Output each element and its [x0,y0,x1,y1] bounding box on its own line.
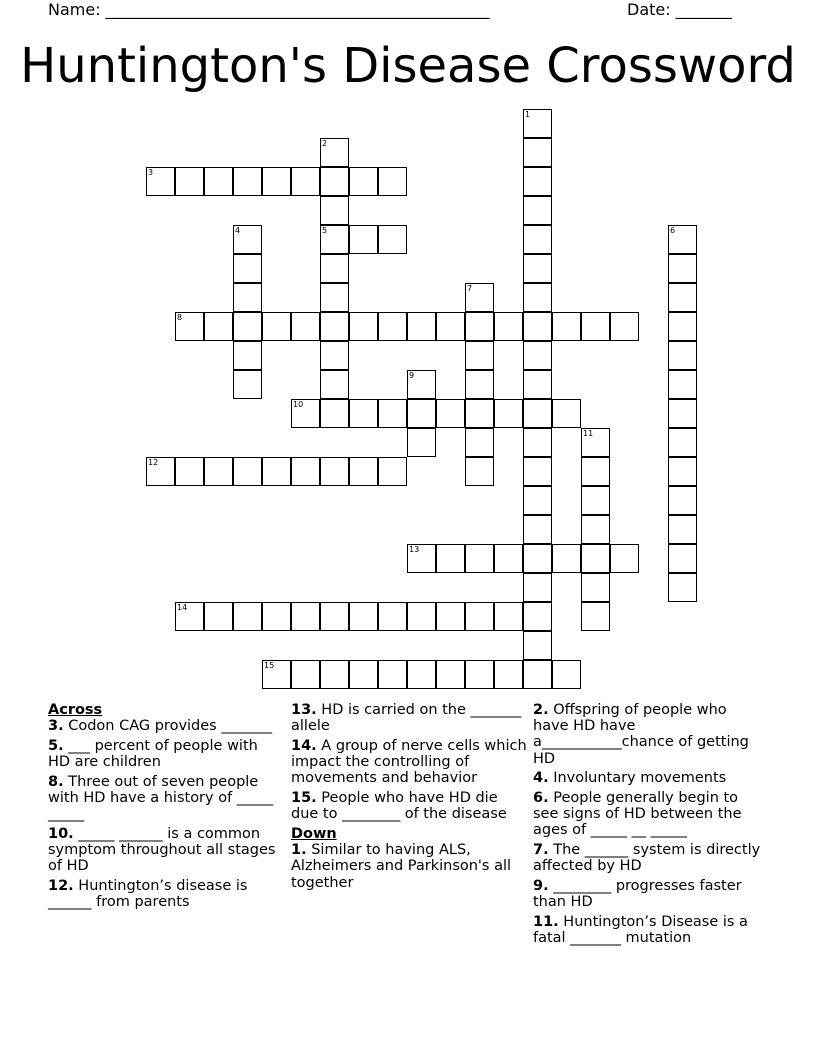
grid-cell [407,602,436,631]
grid-cell [523,573,552,602]
page-title: Huntington's Disease Crossword [20,38,796,94]
grid-cell [494,544,523,573]
clue-text: _____ ______ is a common symptom throughout all stages of HD [48,825,276,875]
grid-cell [204,457,233,486]
cell-number: 10 [293,400,304,409]
grid-cell [233,457,262,486]
cell-number: 8 [177,313,183,322]
cell-number: 9 [409,371,415,380]
grid-cell [465,341,494,370]
grid-cell [262,602,291,631]
cell-number: 14 [177,603,188,612]
grid-cell [349,225,378,254]
clue-number: 10. [48,825,74,842]
grid-cell [668,486,697,515]
grid-cell [668,254,697,283]
grid-cell [291,167,320,196]
grid-cell [465,544,494,573]
grid-cell [581,544,610,573]
clue-item [48,774,280,823]
cell-number: 4 [235,226,241,235]
grid-cell [465,660,494,689]
grid-cell [378,225,407,254]
grid-cell [494,399,523,428]
clue-number: 14. [291,737,317,754]
clues-column-3 [533,702,763,950]
grid-cell [465,399,494,428]
grid-cell [349,660,378,689]
grid-cell [233,370,262,399]
clue-number: 8. [48,773,64,790]
grid-cell [233,341,262,370]
grid-cell [320,660,349,689]
grid-cell [494,312,523,341]
clue-number: 15. [291,790,317,807]
grid-cell [523,254,552,283]
grid-cell [581,602,610,631]
grid-cell [523,225,552,254]
clue-text: Huntington’s disease is ______ from parents [48,878,248,911]
clue-number: 2. [533,702,549,718]
grid-cell [465,283,494,312]
grid-cell [175,457,204,486]
clue-number: 4. [533,770,549,787]
grid-cell [320,138,349,167]
clue-number: 3. [48,718,64,735]
grid-cell [320,196,349,225]
grid-cell [523,602,552,631]
grid-cell [668,312,697,341]
grid-cell [291,660,320,689]
name-field-label: Name: ________________________________________________ [48,0,490,19]
grid-cell [668,573,697,602]
down-heading: Down [291,825,337,842]
grid-cell [233,254,262,283]
grid-cell [523,399,552,428]
grid-cell [378,399,407,428]
grid-cell [668,457,697,486]
grid-cell [436,544,465,573]
grid-cell [349,167,378,196]
clue-item [533,790,763,839]
clue-item [48,826,280,875]
grid-cell [233,602,262,631]
clue-number: 9. [533,878,549,895]
clue-item [533,914,763,946]
grid-cell [407,544,436,573]
clue-number: 6. [533,790,549,807]
clue-number: 5. [48,737,64,754]
grid-cell [552,399,581,428]
grid-cell [349,602,378,631]
cell-number: 3 [148,168,154,177]
grid-cell [668,544,697,573]
grid-cell [291,602,320,631]
clue-item [533,878,763,910]
grid-cell [523,515,552,544]
grid-cell [407,370,436,399]
grid-cell [581,486,610,515]
grid-cell [320,399,349,428]
grid-cell [668,399,697,428]
grid-cell [552,544,581,573]
grid-cell [581,515,610,544]
grid-cell [378,312,407,341]
grid-cell [523,109,552,138]
grid-cell [581,573,610,602]
grid-cell [175,312,204,341]
clue-text: Involuntary movements [548,770,727,787]
cell-number: 1 [525,110,531,119]
grid-cell [407,399,436,428]
grid-cell [378,167,407,196]
clue-number: 7. [533,842,549,859]
grid-cell [378,457,407,486]
grid-cell [436,312,465,341]
grid-cell [465,602,494,631]
grid-cell [291,312,320,341]
across-heading: Across [48,702,103,718]
grid-cell [204,167,233,196]
clue-text: HD is carried on the _______ allele [291,702,522,735]
grid-cell [378,602,407,631]
clue-text: People generally begin to see signs of HD between the ages of _____ __ _____ [533,790,742,839]
cell-number: 11 [583,429,594,438]
clue-item [48,718,280,734]
grid-cell [552,312,581,341]
clue-text: Three out of seven people with HD have a history of _____ _____ [48,773,274,823]
grid-cell [291,399,320,428]
grid-cell [407,312,436,341]
clue-number: 11. [533,913,559,930]
clue-text: Offspring of people who have HD have a___________chance of getting HD [533,702,749,767]
grid-cell [610,544,639,573]
grid-cell [523,660,552,689]
clue-item [533,770,763,786]
grid-cell [233,312,262,341]
clue-item [48,878,280,910]
grid-cell [523,486,552,515]
clue-text: The ______ system is directly affected by HD [533,842,761,875]
grid-cell [378,660,407,689]
grid-cell [175,167,204,196]
clue-item [533,842,763,874]
grid-cell [523,631,552,660]
grid-cell [436,660,465,689]
grid-cell [581,428,610,457]
grid-cell [407,428,436,457]
clue-item [533,702,763,767]
clue-item [291,842,527,891]
cell-number: 6 [670,226,676,235]
grid-cell [320,167,349,196]
cell-number: 12 [148,458,159,467]
grid-cell [523,544,552,573]
clue-item [48,738,280,770]
grid-cell [320,225,349,254]
grid-cell [436,602,465,631]
cell-number: 7 [467,284,473,293]
clues-column-1 [48,702,280,914]
grid-cell [320,341,349,370]
grid-cell [581,312,610,341]
clue-text: A group of nerve cells which impact the controlling of movements and behavior [291,737,527,787]
grid-cell [320,312,349,341]
grid-cell [668,428,697,457]
clue-text: Codon CAG provides _______ [63,718,273,735]
clue-text: People who have HD die due to ________ of the disease [291,790,507,823]
grid-cell [581,457,610,486]
clue-item [291,790,527,822]
grid-cell [320,457,349,486]
grid-cell [204,602,233,631]
grid-cell [436,399,465,428]
grid-cell [262,457,291,486]
grid-cell [233,283,262,312]
grid-cell [523,283,552,312]
grid-cell [349,457,378,486]
grid-cell [175,602,204,631]
grid-cell [494,660,523,689]
grid-cell [204,312,233,341]
grid-cell [320,602,349,631]
clue-text: Similar to having ALS, Alzheimers and Parkinson's all together [291,842,512,891]
grid-cell [320,283,349,312]
grid-cell [523,196,552,225]
clue-text: ___ percent of people with HD are children [48,737,258,771]
grid-cell [262,660,291,689]
grid-cell [668,283,697,312]
grid-cell [523,370,552,399]
grid-cell [668,370,697,399]
grid-cell [523,457,552,486]
grid-cell [407,660,436,689]
cell-number: 5 [322,226,328,235]
cell-number: 13 [409,545,420,554]
grid-cell [465,312,494,341]
clue-number: 13. [291,702,317,718]
grid-cell [523,341,552,370]
clue-text: ________ progresses faster than HD [533,878,742,911]
clue-number: 12. [48,878,74,895]
clue-text: Huntington’s Disease is a fatal _______ mutation [533,913,748,947]
grid-cell [320,254,349,283]
grid-cell [146,167,175,196]
grid-cell [465,457,494,486]
clues-column-2 [291,702,527,894]
grid-cell [262,167,291,196]
grid-cell [233,225,262,254]
clue-item [291,738,527,787]
grid-cell [523,167,552,196]
grid-cell [349,312,378,341]
grid-cell [465,428,494,457]
clue-item [291,702,527,734]
clue-number: 1. [291,842,307,859]
cell-number: 2 [322,139,328,148]
grid-cell [668,225,697,254]
grid-cell [523,138,552,167]
grid-cell [494,602,523,631]
grid-cell [552,660,581,689]
grid-cell [523,428,552,457]
grid-cell [320,370,349,399]
grid-cell [465,370,494,399]
grid-cell [262,312,291,341]
date-field-label: Date: _______ [627,0,732,19]
grid-cell [146,457,175,486]
grid-cell [668,515,697,544]
cell-number: 15 [264,661,275,670]
grid-cell [668,341,697,370]
grid-cell [233,167,262,196]
grid-cell [523,312,552,341]
grid-cell [610,312,639,341]
grid-cell [349,399,378,428]
grid-cell [291,457,320,486]
